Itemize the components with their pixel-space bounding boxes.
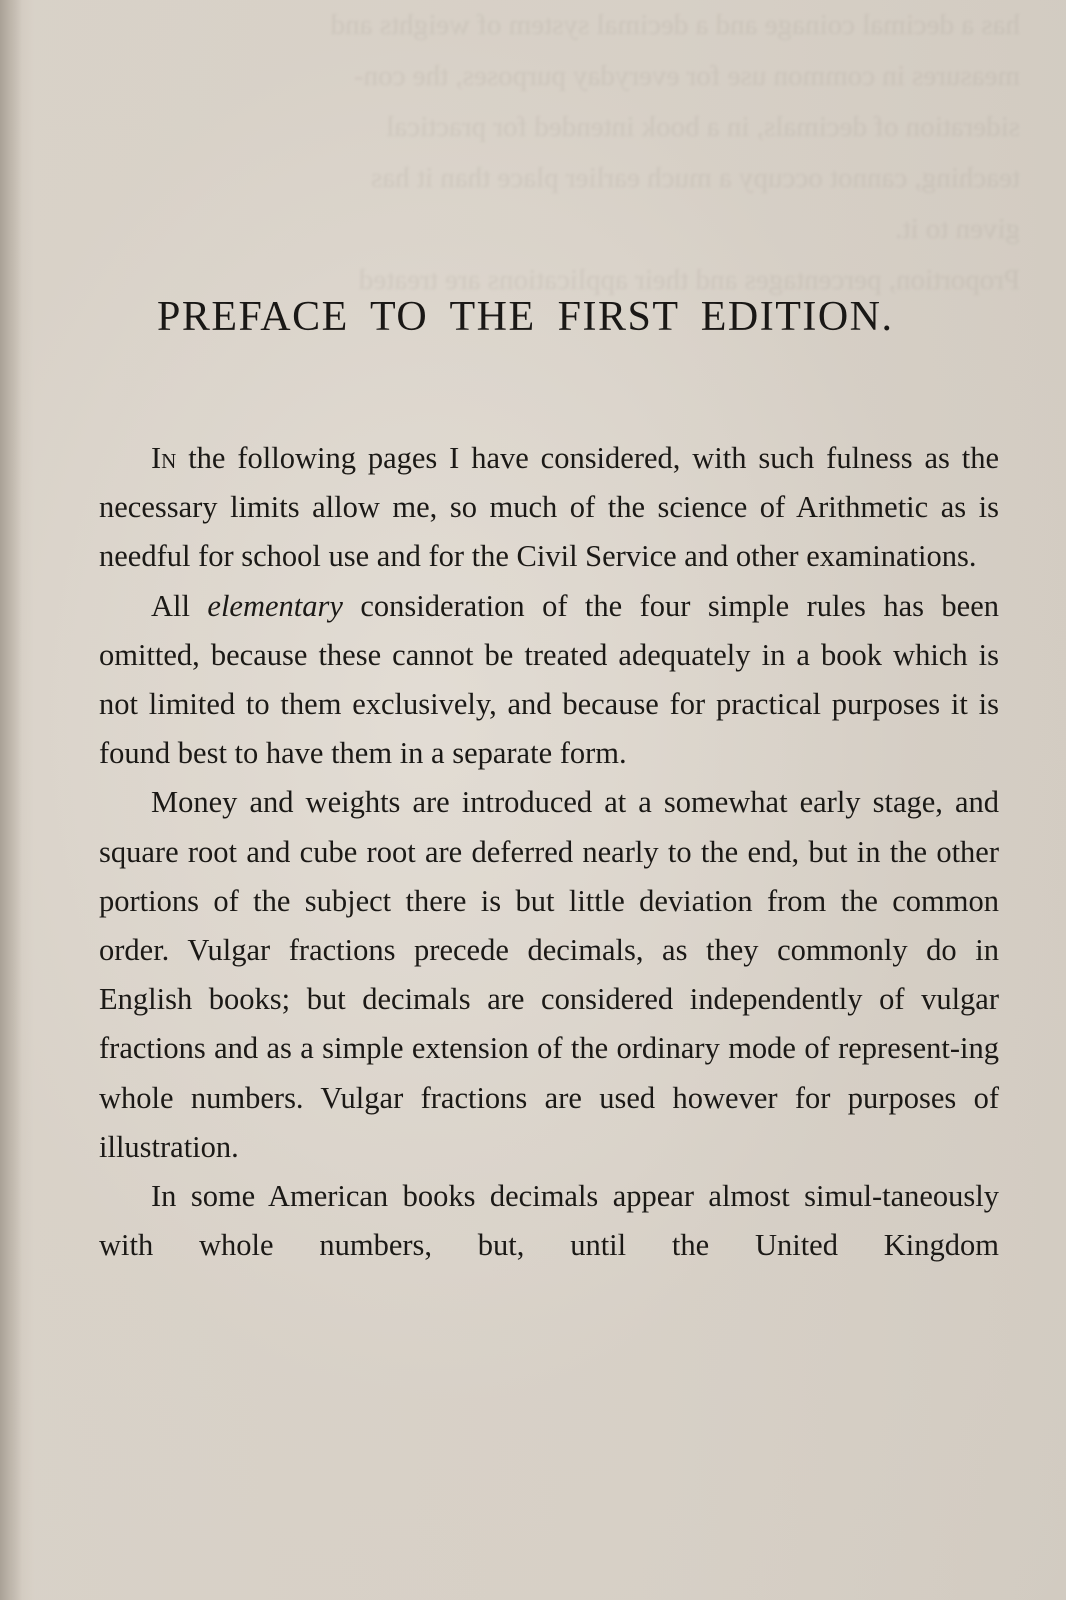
show-through-text: has a decimal coinage and a decimal system of weights and measures in common use for everyday purposes, the con- sideration of decimals, in a book intended for practical teaching, cannot occupy a much earlier place than it has given to it. Proportion, percentages and their applications are treated	[330, 9, 1020, 296]
paragraph-2-emphasis: elementary	[207, 588, 343, 623]
paragraph-2	[99, 582, 999, 779]
paragraph-3: Money and weights are introduced at a somewhat early stage, and square root and cube root are deferred nearly to the end, but in the other portions of the subject there is but little deviation from the common order. Vulgar fractions precede decimals, as they commonly do in English books; but decimals are considered independently of vulgar fractions and as a simple extension of the ordinary mode of represent-ing whole numbers. Vulgar fractions are used however for purposes of illustration.	[99, 785, 999, 1164]
paragraph-1-text: the following pages I have considered, with such fulness as the necessary limits allow me, so much of the science of Arithmetic as is needful for school use and for the Civil Service and other examinations.	[99, 441, 999, 574]
page-gutter-shadow	[0, 0, 22, 1600]
paragraph-1	[99, 434, 999, 582]
paragraph-4: In some American books decimals appear almost simul-taneously with whole numbers, but, until the United Kingdom	[99, 1179, 999, 1263]
paragraph-2-prefix: All	[151, 588, 208, 623]
preface-body	[99, 434, 999, 1270]
paragraph-1-lead: In	[151, 441, 177, 475]
paragraph-2-suffix: consideration of the four simple rules has been omitted, because these cannot be treated adequately in a book which is not limited to them exclusively, and because for practical purposes it is found best to have them in a separate form.	[99, 588, 999, 771]
preface-heading: PREFACE TO THE FIRST EDITION.	[157, 294, 894, 340]
